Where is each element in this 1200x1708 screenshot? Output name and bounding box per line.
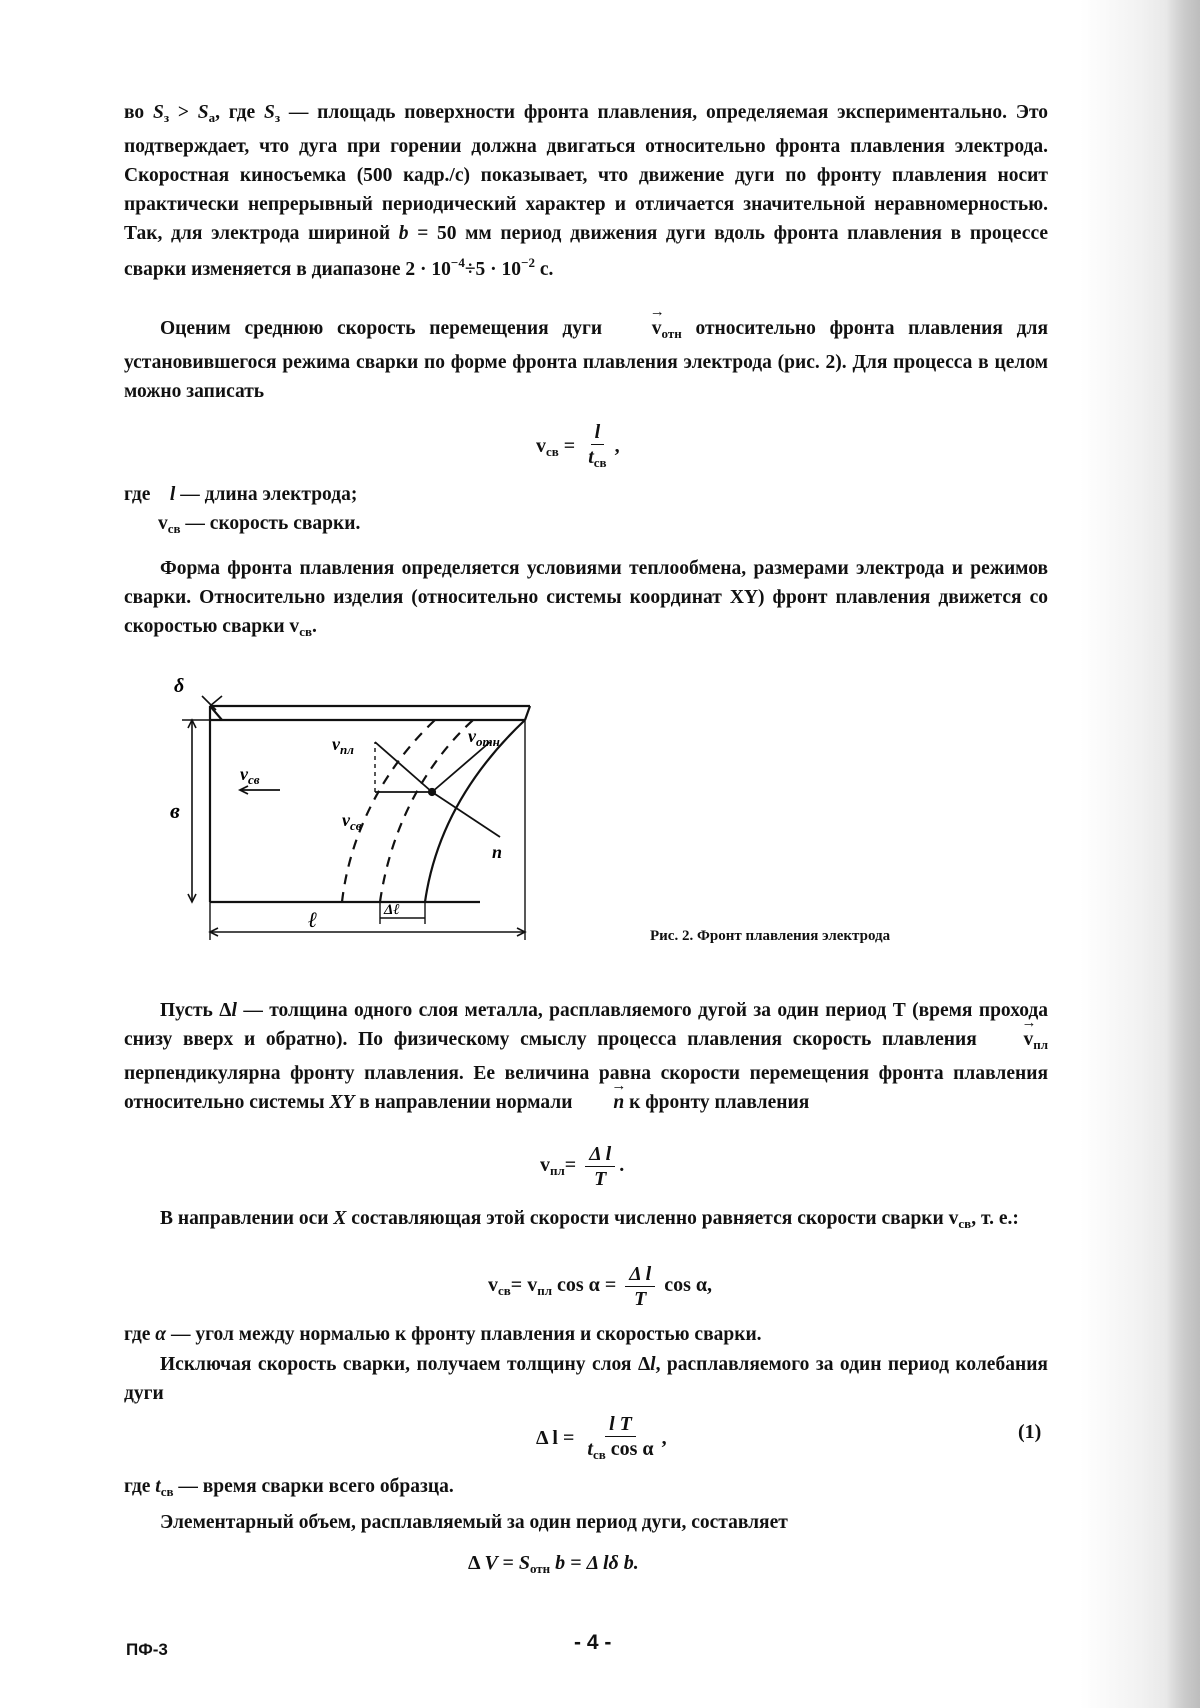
- paragraph-9: Элементарный объем, расплавляемый за один период дуги, составляет: [160, 1512, 788, 1533]
- equation-1: $v_{св}$ = $\frac{l}{t_{св}}$ ,: [536, 421, 620, 470]
- label-delta: δ: [174, 675, 185, 697]
- label-v-sv-left: $v_{св}$: [240, 764, 260, 787]
- n-vector: [432, 792, 500, 837]
- electrode-top-right: [525, 706, 530, 720]
- paragraph-4: Пусть Δl — толщина одного слоя металла, расплавляемого дугой за один период Т (время прохода снизу вверх и обратно). По физическому смыслу процесса плавления скорость плавления → $v_{пл}$ перпендикулярна фронту плавления. Ее величина равна скорости перемещения фронта плавления относительно системы XY в направлении нормали → n к фронту плавления: [124, 996, 1048, 1117]
- label-b: в: [170, 798, 180, 823]
- paragraph-8: где $t_{св}$ — время сварки всего образца.: [124, 1476, 454, 1499]
- scan-edge-shadow: [1166, 0, 1200, 1708]
- v-pl-vector: [375, 742, 432, 792]
- equation-3: $v_{св}= v_{пл}$ cos α = $\frac{\text{Δ l}}{T}$ cos α,: [488, 1263, 713, 1310]
- paragraph-3: Форма фронта плавления определяется условиями теплообмена, размерами электрода и режимов сварки. Относительно изделия (относительно системы координат XY) фронт плавления движется со скоростью сварки $v_{св}$.: [124, 558, 1048, 639]
- paragraph-2: Оценим среднюю скорость перемещения дуги → $v_{отн}$ относительно фронта плавления для установившегося режима сварки по форме фронта плавления электрода (рис. 2). Для процесса в целом можно записать: [124, 314, 1048, 406]
- label-l: ℓ: [308, 907, 318, 932]
- equation-2: $v_{пл}=$ $\frac{\text{Δ l}}{T}$ .: [540, 1143, 625, 1190]
- dashed-front-2: [380, 720, 473, 902]
- equation-4: Δ l = $\frac{\text{l T}}{t_{св} \cos \alpha}$ ,: [536, 1413, 667, 1462]
- label-delta-l: Δℓ: [384, 902, 400, 918]
- equation-number-1: (1): [1018, 1421, 1042, 1443]
- paragraph-6: где α — угол между нормалью к фронту плавления и скоростью сварки.: [124, 1324, 762, 1345]
- footer-code: ПФ-3: [126, 1640, 168, 1659]
- label-v-sv-mid: $v_{св}$: [342, 810, 362, 833]
- paragraph-7: Исключая скорость сварки, получаем толщину слоя Δl, расплавляемого за один период колебания дуги: [124, 1354, 1048, 1404]
- definition-list-1: где l — длина электрода; $v_{св}$ — скорость сварки.: [124, 484, 361, 536]
- page-number: - 4 -: [574, 1631, 612, 1654]
- label-v-otn: $v_{отн}$: [468, 726, 500, 749]
- melting-front-curve: [425, 720, 525, 902]
- arc-point: [429, 789, 435, 795]
- label-v-pl: $v_{пл}$: [332, 734, 354, 757]
- paragraph-5: В направлении оси X составляющая этой скорости численно равняется скорости сварки $v_{св}$, т. е.:: [160, 1208, 1019, 1231]
- dashed-front-1: [342, 720, 435, 902]
- dimension-delta-line-2: [210, 696, 222, 706]
- equation-5: Δ $V = S_{отн}$ b = Δ lδ b.: [468, 1552, 639, 1576]
- figure-melting-front: [170, 662, 610, 962]
- paragraph-1: во $S_з > S_а$, где $S_з$ — площадь поверхности фронта плавления, определяемая экспериментально. Это подтверждает, что дуга при горении должна двигаться относительно фронта плавления электрода. Скоростная киносъемка (500 кадр./с) показывает, что движение дуги по фронту плавления носит практически непрерывный периодический характер и отличается значительной неравномерностью. Так, для электрода шириной b = 50 мм период движения дуги вдоль фронта плавления в процессе сварки изменяется в диапазоне $2 \cdot 10^{-4}\div 5 \cdot 10^{-2}$ с.: [124, 102, 1049, 280]
- label-n: n: [492, 842, 503, 862]
- electrode-top-left-bevel: [210, 706, 222, 720]
- figure-caption: Рис. 2. Фронт плавления электрода: [650, 928, 891, 944]
